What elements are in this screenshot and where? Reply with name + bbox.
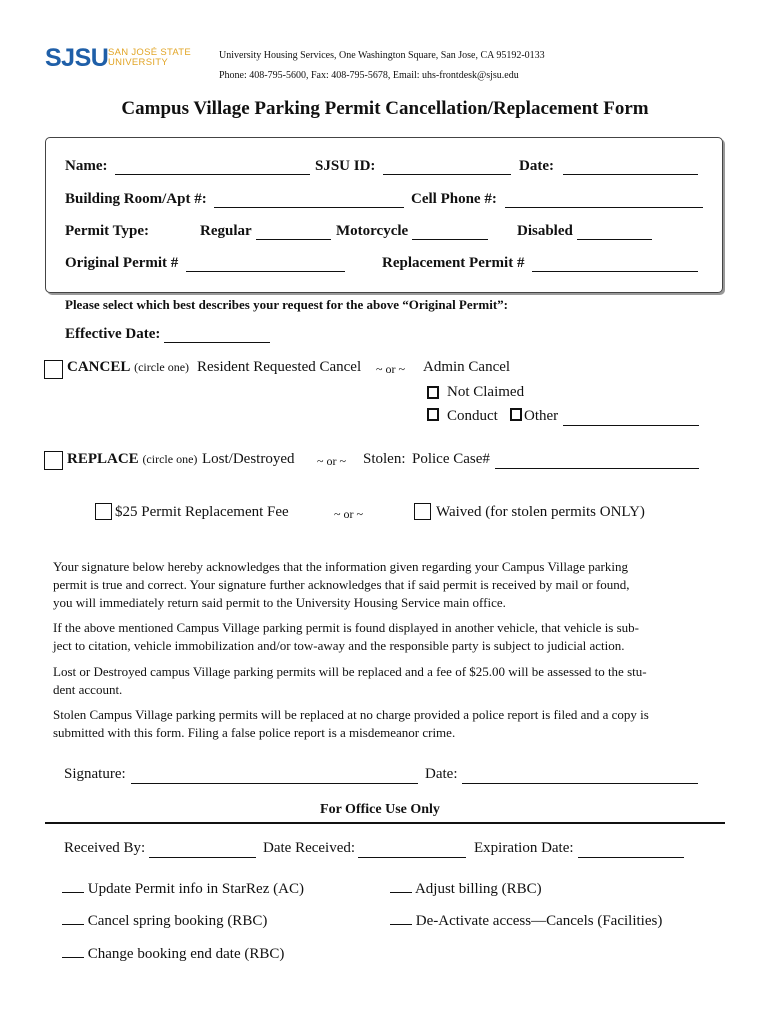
regular-field[interactable]	[256, 224, 331, 240]
date-received-field[interactable]	[358, 842, 466, 858]
replace-label: REPLACE	[67, 451, 139, 467]
date-label: Date:	[519, 158, 554, 174]
stolen-option[interactable]: Stolen:	[363, 451, 406, 467]
replace-circle-note: (circle one)	[142, 452, 198, 466]
lost-destroyed-option[interactable]: Lost/Destroyed	[202, 451, 295, 467]
name-label: Name:	[65, 158, 108, 174]
effective-date-label: Effective Date:	[65, 326, 161, 342]
university-name	[108, 48, 191, 68]
disabled-label: Disabled	[517, 223, 573, 239]
building-label: Building Room/Apt #:	[65, 191, 207, 207]
permit-type-label: Permit Type:	[65, 223, 150, 239]
request-prompt: Please select which best describes your request for the above “Original Permit”:	[65, 297, 509, 312]
paragraph-line: Stolen Campus Village parking permits will be replaced at no charge provided a police report is filed and a copy is	[53, 707, 649, 722]
resident-cancel-option[interactable]: Resident Requested Cancel	[197, 359, 362, 375]
expiration-date-field[interactable]	[578, 842, 684, 858]
task-label: De-Activate access—Cancels (Facilities)	[415, 913, 663, 929]
paragraph-line: Lost or Destroyed campus Village parking permits will be replaced and a fee of $25.00 will be assessed to the stu-	[53, 664, 647, 679]
vehicle-paragraph	[53, 619, 639, 655]
cell-phone-label: Cell Phone #:	[411, 191, 497, 207]
replacement-fee-label: $25 Permit Replacement Fee	[115, 504, 289, 520]
name-field[interactable]	[115, 159, 310, 175]
police-case-field[interactable]	[495, 453, 699, 469]
paragraph-line: dent account.	[53, 682, 123, 697]
form-title: Campus Village Parking Permit Cancellation/Replacement Form	[121, 98, 649, 119]
conduct-checkbox[interactable]	[427, 408, 439, 421]
header-address: University Housing Services, One Washington Square, San Jose, CA 95192-0133	[219, 50, 545, 61]
ack-paragraph	[53, 558, 630, 612]
paragraph-line: Your signature below hereby acknowledges that the information given regarding your Campus Village parking	[53, 559, 628, 574]
sjsu-id-field[interactable]	[383, 159, 511, 175]
effective-date-field[interactable]	[164, 327, 270, 343]
original-permit-field[interactable]	[186, 256, 345, 272]
signature-label: Signature:	[64, 766, 126, 782]
sjsu-logo	[45, 44, 108, 73]
other-checkbox[interactable]	[510, 408, 522, 421]
header-contact: Phone: 408-795-5600, Fax: 408-795-5678, Email: uhs-frontdesk@sjsu.edu	[219, 70, 519, 81]
motorcycle-field[interactable]	[412, 224, 488, 240]
paragraph-line: ject to citation, vehicle immobilization and/or tow-away and the responsible party is subject to judicial action.	[53, 638, 625, 653]
signature-date-field[interactable]	[462, 768, 698, 784]
signature-date-label: Date:	[425, 766, 458, 782]
received-by-field[interactable]	[149, 842, 256, 858]
sjsu-id-label: SJSU ID:	[315, 158, 376, 174]
office-use-heading: For Office Use Only	[320, 802, 440, 817]
task-update-permit[interactable]	[62, 877, 304, 898]
police-case-label: Police Case#	[412, 451, 490, 467]
task-label: Update Permit info in StarRez (AC)	[87, 881, 304, 897]
lost-paragraph	[53, 663, 647, 699]
cancel-circle-note: (circle one)	[134, 360, 190, 374]
logo-wordmark: SJSU	[45, 44, 109, 72]
task-adjust-billing[interactable]	[390, 877, 542, 898]
motorcycle-label: Motorcycle	[336, 223, 409, 239]
replace-or: ~ or ~	[317, 454, 346, 468]
replace-checkbox[interactable]	[44, 451, 63, 470]
task-change-end-date[interactable]	[62, 942, 284, 963]
cancel-label: CANCEL	[67, 359, 131, 375]
fee-or: ~ or ~	[334, 507, 363, 521]
task-cancel-spring[interactable]	[62, 909, 267, 930]
other-label: Other	[524, 408, 559, 424]
expiration-date-label: Expiration Date:	[474, 840, 574, 856]
building-field[interactable]	[214, 192, 404, 208]
signature-field[interactable]	[131, 768, 418, 784]
paragraph-line: you will immediately return said permit to the University Housing Service main office.	[53, 595, 506, 610]
cancel-or: ~ or ~	[376, 362, 405, 376]
waived-checkbox[interactable]	[414, 503, 431, 520]
received-by-label: Received By:	[64, 840, 146, 856]
replacement-permit-label: Replacement Permit #	[382, 255, 525, 271]
task-label: Adjust billing (RBC)	[414, 881, 542, 897]
not-claimed-label: Not Claimed	[447, 384, 525, 400]
waived-label: Waived (for stolen permits ONLY)	[436, 504, 645, 520]
paragraph-line: submitted with this form. Filing a false police report is a misdemeanor crime.	[53, 725, 456, 740]
task-label: Change booking end date (RBC)	[87, 946, 285, 962]
paragraph-line: If the above mentioned Campus Village parking permit is found displayed in another vehicle, that vehicle is sub-	[53, 620, 639, 635]
paragraph-line: permit is true and correct. Your signature further acknowledges that if said permit is received by mail or found,	[53, 577, 630, 592]
task-deactivate-access[interactable]	[390, 909, 662, 930]
regular-label: Regular	[200, 223, 252, 239]
date-received-label: Date Received:	[263, 840, 356, 856]
not-claimed-checkbox[interactable]	[427, 386, 439, 399]
original-permit-label: Original Permit #	[65, 255, 179, 271]
task-label: Cancel spring booking (RBC)	[87, 913, 268, 929]
disabled-field[interactable]	[577, 224, 652, 240]
admin-cancel-option[interactable]: Admin Cancel	[423, 359, 511, 375]
cell-phone-field[interactable]	[505, 192, 703, 208]
conduct-label: Conduct	[447, 408, 498, 424]
university-line1: SAN JOSÉ STATE	[108, 47, 192, 58]
replacement-fee-checkbox[interactable]	[95, 503, 112, 520]
cancel-checkbox[interactable]	[44, 360, 63, 379]
university-line2: UNIVERSITY	[108, 57, 169, 68]
replacement-permit-field[interactable]	[532, 256, 698, 272]
other-field[interactable]	[563, 410, 699, 426]
date-field[interactable]	[563, 159, 698, 175]
office-divider	[45, 822, 725, 824]
stolen-paragraph	[53, 706, 649, 742]
